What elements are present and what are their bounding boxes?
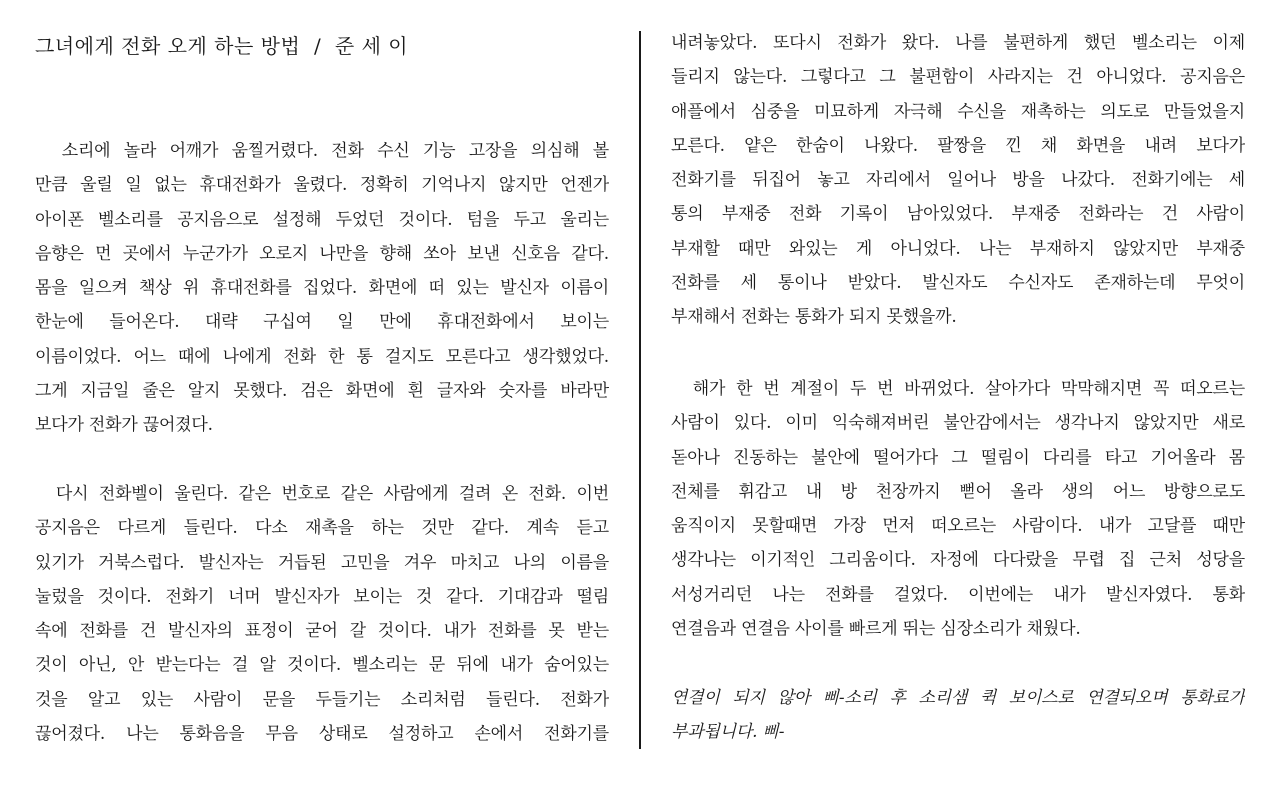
text-line: 한눈에 들어온다. 대략 구십여 일 만에 휴대전화에서 보이는 [35, 312, 609, 333]
text-line: 해가 한 번 계절이 두 번 바뀌었다. 살아가다 막막해지면 꼭 떠오르는 [671, 378, 1245, 399]
text-line: 서성거리던 나는 전화를 걸었다. 이번에는 내가 발신자였다. 통화 [671, 584, 1245, 605]
text-line: 몸을 일으켜 책상 위 휴대전화를 집었다. 화면에 떠 있는 발신자 이름이 [35, 278, 609, 299]
column-divider [639, 31, 641, 749]
text-line: 소리에 놀라 어깨가 움찔거렸다. 전화 수신 기능 고장을 의심해 볼 [35, 141, 609, 161]
text-line: 부재할 때만 와있는 게 아니었다. 나는 부재하지 않았지만 부재중 [671, 238, 1245, 259]
text-line: 생각나는 이기적인 그리움이다. 자정에 다다랐을 무렵 집 근처 성당을 [671, 550, 1245, 571]
text-line: 부과됩니다. 삐- [671, 721, 785, 742]
text-line: 눌렀을 것이다. 전화기 너머 발신자가 보이는 것 같다. 기대감과 떨림 [35, 586, 609, 607]
text-line: 애플에서 심중을 미묘하게 자극해 수신을 재촉하는 의도로 만들었을지 [671, 101, 1245, 122]
text-line: 전화기를 뒤집어 놓고 자리에서 일어나 방을 나갔다. 전화기에는 세 [671, 170, 1245, 191]
text-line: 통의 부재중 전화 기록이 남아있었다. 부재중 전화라는 건 사람이 [671, 204, 1245, 225]
text-line: 전화를 세 통이나 받았다. 발신자도 수신자도 존재하는데 무엇이 [671, 273, 1245, 294]
voicemail-message [671, 681, 1245, 750]
text-line: 연결이 되지 않아 삐-소리 후 소리샘 퀵 보이스로 연결되오며 통화료가 [671, 687, 1245, 708]
paragraph-1 [35, 134, 609, 443]
text-line: 만큼 울릴 일 없는 휴대전화가 울렸다. 정확히 기억나지 않지만 언젠가 [35, 175, 609, 196]
text-line: 속에 전화를 건 발신자의 표정이 굳어 갈 것이다. 내가 전화를 못 받는 [35, 621, 609, 642]
text-line: 부재해서 전화는 통화가 되지 못했을까. [671, 307, 957, 328]
text-line: 움직이지 못할때면 가장 먼저 떠오르는 사람이다. 내가 고달플 때만 [671, 516, 1245, 537]
text-line: 다시 전화벨이 울린다. 같은 번호로 같은 사람에게 걸려 온 전화. 이번 [35, 483, 609, 504]
text-line: 사람이 있다. 이미 익숙해져버린 불안감에서는 생각나지 않았지만 새로 [671, 413, 1245, 434]
text-line: 연결음과 연결음 사이를 빠르게 뛰는 심장소리가 채웠다. [671, 619, 1081, 640]
paragraph-3 [671, 26, 1245, 335]
text-line: 들리지 않는다. 그렇다고 그 불편함이 사라지는 건 아니었다. 공지음은 [671, 67, 1245, 88]
right-column [671, 26, 1245, 749]
text-line: 이름이었다. 어느 때에 나에게 전화 한 통 걸지도 모른다고 생각했었다. [35, 346, 609, 367]
text-line: 것을 알고 있는 사람이 문을 두들기는 소리처럼 들린다. 전화가 [35, 689, 609, 710]
left-column [35, 26, 609, 751]
text-line: 돋아나 진동하는 불안에 떨어가다 그 떨림이 다리를 타고 기어올라 몸 [671, 447, 1245, 468]
paragraph-4 [671, 372, 1245, 646]
text-line: 모른다. 얕은 한숨이 나왔다. 팔짱을 낀 채 화면을 내려 보다가 [671, 135, 1245, 156]
text-line: 내려놓았다. 또다시 전화가 왔다. 나를 불편하게 했던 벨소리는 이제 [671, 33, 1245, 53]
paragraph-2 [35, 477, 609, 751]
text-line: 있기가 거북스럽다. 발신자는 거듭된 고민을 겨우 마치고 나의 이름을 [35, 552, 609, 573]
text-line: 공지음은 다르게 들린다. 다소 재촉을 하는 것만 같다. 계속 듣고 [35, 518, 609, 539]
document-title: 그녀에게 전화 오게 하는 방법 / 준 세 이 [35, 34, 409, 58]
text-line: 아이폰 벨소리를 공지음으로 설정해 두었던 것이다. 텀을 두고 울리는 [35, 209, 609, 230]
text-line: 보다가 전화가 끊어졌다. [35, 415, 213, 436]
text-line: 끊어졌다. 나는 통화음을 무음 상태로 설정하고 손에서 전화기를 [35, 724, 609, 745]
text-line: 것이 아닌, 안 받는다는 걸 알 것이다. 벨소리는 문 뒤에 내가 숨어있는 [35, 655, 609, 676]
text-line: 그게 지금일 줄은 알지 못했다. 검은 화면에 흰 글자와 숫자를 바라만 [35, 381, 609, 402]
text-line: 전체를 휘감고 내 방 천장까지 뻗어 올라 생의 어느 방향으로도 [671, 481, 1245, 502]
text-line: 음향은 먼 곳에서 누군가가 오로지 나만을 향해 쏘아 보낸 신호음 같다. [35, 243, 609, 264]
